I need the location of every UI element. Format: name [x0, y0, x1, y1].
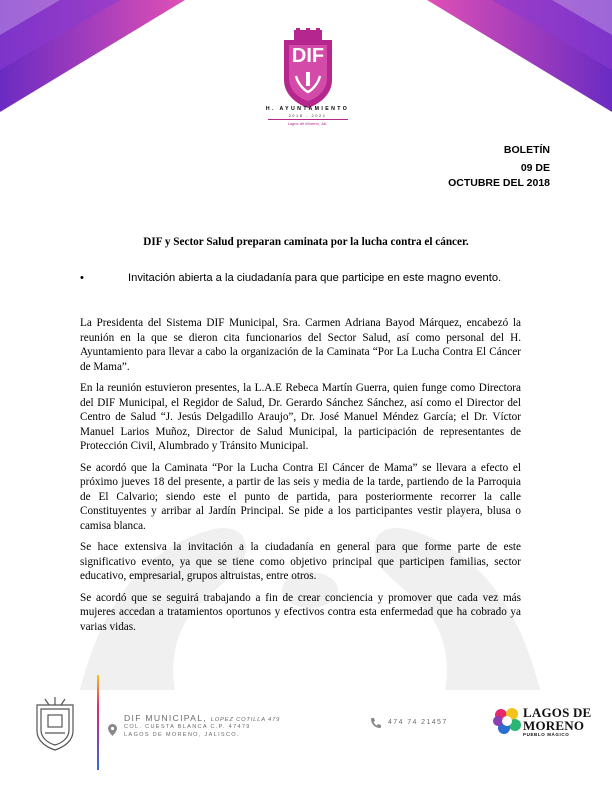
ayuntamiento-label: H. AYUNTAMIENTO [265, 106, 350, 112]
lagos-brand-line2: MORENO [523, 718, 585, 733]
footer-address [124, 713, 280, 739]
paragraph: Se acordó que la Caminata “Por la Lucha Contra El Cáncer de Mama” se llevara a efecto el próximo jueves 18 del presente, a partir de las seis y media de la tarde, partiendo de la Parroquia de El Calvario; siendo este el punto de partida, para posteriormente recorrer la calle Constituyentes y arribar al Jardín Principal. Se pide a los participantes vestir playera, blusa o camisa blanca. [80, 461, 521, 532]
lagos-brand-line1: LAGOS DE [523, 705, 592, 720]
lagos-brand [523, 706, 591, 737]
footer-phone: 474 74 21457 [388, 719, 448, 726]
ayuntamiento-city: Lagos de Moreno, Jal. [287, 121, 328, 126]
dif-wordmark [280, 44, 336, 66]
lagos-brand-line3: PUEBLO MÁGICO [523, 732, 570, 737]
location-pin-icon [108, 724, 117, 736]
paragraph: La Presidenta del Sistema DIF Municipal, Sra. Carmen Adriana Bayod Márquez, encabezó la reunión en la que se dieron cita funcionarios del Sector Salud, así como personal del H. Ayuntamiento para llevar a cabo la organización de la Caminata “Por La Lucha Contra El Cáncer de Mama”. [80, 317, 521, 373]
dif-logo-text: DIF [291, 45, 324, 66]
dif-logo [245, 28, 370, 126]
bulletin-day: 09 DE [520, 162, 550, 174]
ayuntamiento-years: 2018 - 2021 [288, 113, 327, 118]
footer-street: LOPEZ COTILLA 479 [210, 717, 281, 723]
corner-ribbon-right [427, 0, 612, 112]
footer-colonia: COL. CUESTA BLANCA C.P. 47479 [124, 724, 251, 730]
paragraph: Se acordó que se seguirá trabajando a fin de crear conciencia y promover que cada vez más mujeres accedan a tratamientos oportunos y efectivos contra esta enfermedad que ha cobrado ya varias vidas. [80, 591, 521, 633]
phone-icon [370, 717, 382, 729]
lagos-rainbow-logo-icon [492, 706, 522, 736]
article-body [80, 316, 521, 641]
bullet-point [80, 272, 501, 284]
footer-org: DIF MUNICIPAL, [124, 713, 207, 723]
bullet-symbol: • [80, 272, 84, 284]
corner-ribbon-left [0, 0, 185, 112]
footer-color-bar [97, 675, 99, 770]
bullet-text: Invitación abierta a la ciudadanía para que participe en este magno evento. [128, 272, 502, 284]
municipal-crest-icon [33, 697, 77, 751]
bulletin-header [448, 143, 550, 191]
paragraph: En la reunión estuvieron presentes, la L.A.E Rebeca Martín Guerra, quien funge como Directora del DIF Municipal, el Regidor de Salud, Dr. Gerardo Sánchez Sánchez, así como el Director del Centro de Salud “J. Jesús Delgadillo Araujo”, Dr. José Manuel Méndez García; el Dr. Víctor Manuel Larios Muñoz, Director de Salud Municipal, la participación de representantes de Protección Civil, Alumbrado y Tránsito Municipal. [80, 382, 521, 452]
headline: DIF y Sector Salud preparan caminata por la lucha contra el cáncer. [143, 236, 469, 248]
bulletin-label: BOLETÍN [503, 144, 550, 156]
bulletin-date: OCTUBRE DEL 2018 [448, 177, 550, 189]
dif-crest-icon [280, 28, 336, 108]
paragraph: Se hace extensiva la invitación a la ciudadanía en general para que forme parte de este significativo evento, ya que se tiene como objetivo principal que participen familias, sector educativo, empresarial, grupos altruistas, entre otros. [80, 541, 521, 582]
logo-divider [268, 119, 348, 120]
footer-city: LAGOS DE MORENO, JALISCO. [124, 732, 240, 738]
